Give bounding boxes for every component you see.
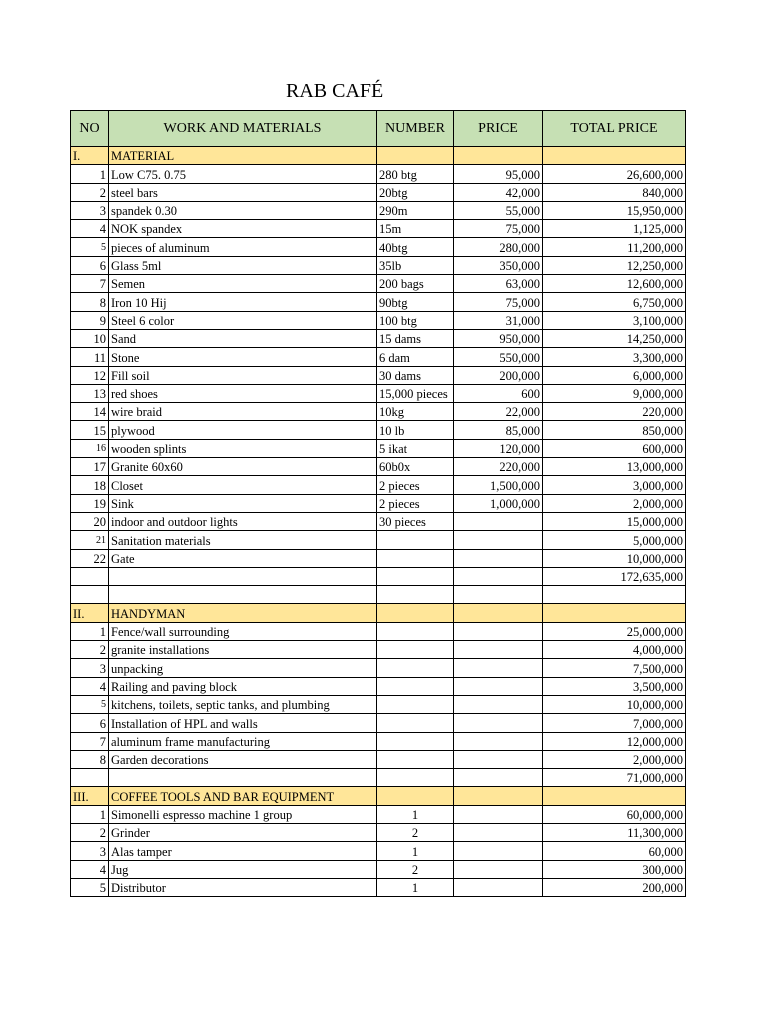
table-row <box>71 531 686 549</box>
unit-price: 95,000 <box>454 165 543 183</box>
empty-cell <box>377 787 454 805</box>
row-number: 3 <box>71 842 109 860</box>
row-number: 21 <box>71 531 109 549</box>
empty-cell <box>543 604 686 622</box>
empty-cell <box>377 586 454 604</box>
row-number: 16 <box>71 439 109 457</box>
header-no: NO <box>71 111 109 147</box>
row-number: 1 <box>71 805 109 823</box>
unit-price <box>454 549 543 567</box>
row-number: 7 <box>71 732 109 750</box>
table-row <box>71 860 686 878</box>
unit-price <box>454 732 543 750</box>
unit-price <box>454 860 543 878</box>
table-row <box>71 275 686 293</box>
row-number: 5 <box>71 238 109 256</box>
item-quantity: 1 <box>377 878 454 896</box>
total-price: 12,600,000 <box>543 275 686 293</box>
unit-price <box>454 823 543 841</box>
item-quantity: 60b0x <box>377 458 454 476</box>
table-row <box>71 695 686 713</box>
item-description: Garden decorations <box>109 750 377 768</box>
total-price: 13,000,000 <box>543 458 686 476</box>
empty-cell <box>377 769 454 787</box>
row-number: 8 <box>71 750 109 768</box>
table-row <box>71 659 686 677</box>
empty-cell <box>71 769 109 787</box>
item-description: Sink <box>109 494 377 512</box>
table-row <box>71 366 686 384</box>
section-title: COFFEE TOOLS AND BAR EQUIPMENT <box>109 787 377 805</box>
empty-cell <box>454 604 543 622</box>
item-quantity <box>377 714 454 732</box>
table-row <box>71 384 686 402</box>
item-description: aluminum frame manufacturing <box>109 732 377 750</box>
item-quantity: 1 <box>377 805 454 823</box>
row-number: 19 <box>71 494 109 512</box>
total-price: 3,500,000 <box>543 677 686 695</box>
table-row <box>71 293 686 311</box>
item-quantity <box>377 531 454 549</box>
total-price: 600,000 <box>543 439 686 457</box>
total-price: 26,600,000 <box>543 165 686 183</box>
table-row <box>71 329 686 347</box>
item-quantity: 2 <box>377 860 454 878</box>
total-price: 7,000,000 <box>543 714 686 732</box>
header-work-and-materials: WORK AND MATERIALS <box>109 111 377 147</box>
unit-price <box>454 641 543 659</box>
total-price: 5,000,000 <box>543 531 686 549</box>
table-row <box>71 348 686 366</box>
total-price: 12,000,000 <box>543 732 686 750</box>
empty-cell <box>377 147 454 165</box>
item-description: wooden splints <box>109 439 377 457</box>
total-price: 300,000 <box>543 860 686 878</box>
row-number: 11 <box>71 348 109 366</box>
section-title: MATERIAL <box>109 147 377 165</box>
unit-price <box>454 714 543 732</box>
row-number: 20 <box>71 512 109 530</box>
item-quantity: 1 <box>377 842 454 860</box>
row-number: 13 <box>71 384 109 402</box>
empty-cell <box>543 586 686 604</box>
unit-price: 55,000 <box>454 201 543 219</box>
unit-price <box>454 622 543 640</box>
empty-cell <box>543 787 686 805</box>
unit-price: 75,000 <box>454 220 543 238</box>
item-description: red shoes <box>109 384 377 402</box>
row-number: 7 <box>71 275 109 293</box>
total-price: 6,000,000 <box>543 366 686 384</box>
item-description: Installation of HPL and walls <box>109 714 377 732</box>
row-number: 15 <box>71 421 109 439</box>
table-row <box>71 750 686 768</box>
item-quantity <box>377 750 454 768</box>
item-quantity: 30 dams <box>377 366 454 384</box>
total-price: 10,000,000 <box>543 549 686 567</box>
total-price: 850,000 <box>543 421 686 439</box>
empty-cell <box>543 147 686 165</box>
unit-price: 75,000 <box>454 293 543 311</box>
row-number: 9 <box>71 311 109 329</box>
item-quantity: 2 pieces <box>377 476 454 494</box>
empty-cell <box>454 567 543 585</box>
section-subtotal: 71,000,000 <box>543 769 686 787</box>
item-description: Steel 6 color <box>109 311 377 329</box>
total-price: 3,300,000 <box>543 348 686 366</box>
unit-price <box>454 531 543 549</box>
item-description: indoor and outdoor lights <box>109 512 377 530</box>
item-description: Grinder <box>109 823 377 841</box>
section-header-row <box>71 147 686 165</box>
item-quantity: 100 btg <box>377 311 454 329</box>
item-description: kitchens, toilets, septic tanks, and plumbing <box>109 695 377 713</box>
item-quantity: 40btg <box>377 238 454 256</box>
item-quantity: 10kg <box>377 403 454 421</box>
row-number: 3 <box>71 659 109 677</box>
unit-price: 220,000 <box>454 458 543 476</box>
unit-price: 22,000 <box>454 403 543 421</box>
header-total-price: TOTAL PRICE <box>543 111 686 147</box>
total-price: 840,000 <box>543 183 686 201</box>
table-row <box>71 878 686 896</box>
total-price: 2,000,000 <box>543 750 686 768</box>
section-subtotal: 172,635,000 <box>543 567 686 585</box>
row-number: 4 <box>71 860 109 878</box>
item-quantity <box>377 641 454 659</box>
total-price: 25,000,000 <box>543 622 686 640</box>
item-quantity: 15m <box>377 220 454 238</box>
item-quantity: 35lb <box>377 256 454 274</box>
item-quantity <box>377 677 454 695</box>
empty-cell <box>109 586 377 604</box>
empty-cell <box>109 769 377 787</box>
total-price: 15,000,000 <box>543 512 686 530</box>
item-description: spandek 0.30 <box>109 201 377 219</box>
item-description: Distributor <box>109 878 377 896</box>
item-quantity: 6 dam <box>377 348 454 366</box>
item-quantity: 90btg <box>377 293 454 311</box>
item-quantity: 290m <box>377 201 454 219</box>
row-number: 18 <box>71 476 109 494</box>
row-number: 5 <box>71 695 109 713</box>
row-number: 2 <box>71 183 109 201</box>
total-price: 6,750,000 <box>543 293 686 311</box>
item-quantity: 15,000 pieces <box>377 384 454 402</box>
table-row <box>71 842 686 860</box>
item-description: NOK spandex <box>109 220 377 238</box>
total-price: 200,000 <box>543 878 686 896</box>
table-row <box>71 183 686 201</box>
unit-price <box>454 842 543 860</box>
unit-price <box>454 695 543 713</box>
empty-cell <box>454 147 543 165</box>
unit-price: 1,000,000 <box>454 494 543 512</box>
empty-cell <box>377 567 454 585</box>
row-number: 10 <box>71 329 109 347</box>
total-price: 1,125,000 <box>543 220 686 238</box>
table-row <box>71 403 686 421</box>
item-description: Semen <box>109 275 377 293</box>
empty-cell <box>71 567 109 585</box>
unit-price: 63,000 <box>454 275 543 293</box>
unit-price: 550,000 <box>454 348 543 366</box>
item-description: plywood <box>109 421 377 439</box>
table-row <box>71 714 686 732</box>
table-row <box>71 238 686 256</box>
row-number: 17 <box>71 458 109 476</box>
unit-price: 85,000 <box>454 421 543 439</box>
table-row <box>71 677 686 695</box>
table-row <box>71 165 686 183</box>
item-quantity: 5 ikat <box>377 439 454 457</box>
table-row <box>71 641 686 659</box>
empty-cell <box>454 787 543 805</box>
item-description: Fill soil <box>109 366 377 384</box>
item-description: Closet <box>109 476 377 494</box>
item-description: pieces of aluminum <box>109 238 377 256</box>
table-row <box>71 549 686 567</box>
total-price: 60,000,000 <box>543 805 686 823</box>
item-description: Railing and paving block <box>109 677 377 695</box>
row-number: 5 <box>71 878 109 896</box>
total-price: 3,000,000 <box>543 476 686 494</box>
table-row <box>71 512 686 530</box>
section-header-row <box>71 787 686 805</box>
unit-price: 31,000 <box>454 311 543 329</box>
empty-cell <box>454 586 543 604</box>
header-row <box>71 111 686 147</box>
row-number: 14 <box>71 403 109 421</box>
item-description: Simonelli espresso machine 1 group <box>109 805 377 823</box>
unit-price: 950,000 <box>454 329 543 347</box>
row-number: 22 <box>71 549 109 567</box>
table-row <box>71 622 686 640</box>
table-row <box>71 823 686 841</box>
total-price: 11,300,000 <box>543 823 686 841</box>
table-row <box>71 439 686 457</box>
item-description: granite installations <box>109 641 377 659</box>
section-number: I. <box>71 147 109 165</box>
table-row <box>71 476 686 494</box>
item-description: Low C75. 0.75 <box>109 165 377 183</box>
item-quantity: 20btg <box>377 183 454 201</box>
total-price: 12,250,000 <box>543 256 686 274</box>
row-number: 8 <box>71 293 109 311</box>
empty-cell <box>377 604 454 622</box>
item-description: Sand <box>109 329 377 347</box>
header-number: NUMBER <box>377 111 454 147</box>
unit-price: 280,000 <box>454 238 543 256</box>
section-title: HANDYMAN <box>109 604 377 622</box>
table-row <box>71 201 686 219</box>
table-row <box>71 421 686 439</box>
table-row <box>71 458 686 476</box>
row-number: 3 <box>71 201 109 219</box>
table-row <box>71 311 686 329</box>
empty-cell <box>454 769 543 787</box>
table-body <box>71 147 686 897</box>
item-description: Alas tamper <box>109 842 377 860</box>
unit-price <box>454 677 543 695</box>
item-quantity: 15 dams <box>377 329 454 347</box>
unit-price <box>454 659 543 677</box>
total-price: 14,250,000 <box>543 329 686 347</box>
row-number: 6 <box>71 714 109 732</box>
item-description: Sanitation materials <box>109 531 377 549</box>
document-title: RAB CAFÉ <box>286 80 384 102</box>
item-description: Granite 60x60 <box>109 458 377 476</box>
item-quantity: 2 pieces <box>377 494 454 512</box>
total-price: 220,000 <box>543 403 686 421</box>
item-quantity <box>377 549 454 567</box>
row-number: 4 <box>71 677 109 695</box>
table-row <box>71 220 686 238</box>
empty-cell <box>109 567 377 585</box>
subtotal-row <box>71 567 686 585</box>
table-row <box>71 494 686 512</box>
item-quantity: 30 pieces <box>377 512 454 530</box>
item-quantity: 10 lb <box>377 421 454 439</box>
table-row <box>71 732 686 750</box>
spacer-row <box>71 586 686 604</box>
unit-price: 120,000 <box>454 439 543 457</box>
total-price: 7,500,000 <box>543 659 686 677</box>
item-description: Glass 5ml <box>109 256 377 274</box>
unit-price <box>454 805 543 823</box>
row-number: 1 <box>71 622 109 640</box>
item-quantity: 200 bags <box>377 275 454 293</box>
total-price: 15,950,000 <box>543 201 686 219</box>
total-price: 3,100,000 <box>543 311 686 329</box>
item-quantity <box>377 622 454 640</box>
total-price: 4,000,000 <box>543 641 686 659</box>
total-price: 2,000,000 <box>543 494 686 512</box>
row-number: 4 <box>71 220 109 238</box>
item-description: Gate <box>109 549 377 567</box>
item-description: wire braid <box>109 403 377 421</box>
item-description: Jug <box>109 860 377 878</box>
unit-price <box>454 878 543 896</box>
row-number: 12 <box>71 366 109 384</box>
table-row <box>71 256 686 274</box>
item-quantity <box>377 659 454 677</box>
row-number: 1 <box>71 165 109 183</box>
total-price: 60,000 <box>543 842 686 860</box>
unit-price <box>454 750 543 768</box>
item-quantity <box>377 695 454 713</box>
row-number: 2 <box>71 823 109 841</box>
unit-price: 42,000 <box>454 183 543 201</box>
unit-price: 600 <box>454 384 543 402</box>
section-number: II. <box>71 604 109 622</box>
row-number: 2 <box>71 641 109 659</box>
table-row <box>71 805 686 823</box>
total-price: 11,200,000 <box>543 238 686 256</box>
header-price: PRICE <box>454 111 543 147</box>
unit-price <box>454 512 543 530</box>
item-description: Fence/wall surrounding <box>109 622 377 640</box>
item-description: unpacking <box>109 659 377 677</box>
row-number: 6 <box>71 256 109 274</box>
subtotal-row <box>71 769 686 787</box>
section-header-row <box>71 604 686 622</box>
item-description: steel bars <box>109 183 377 201</box>
section-number: III. <box>71 787 109 805</box>
total-price: 10,000,000 <box>543 695 686 713</box>
budget-table <box>70 110 686 897</box>
item-quantity: 280 btg <box>377 165 454 183</box>
total-price: 9,000,000 <box>543 384 686 402</box>
item-description: Iron 10 Hij <box>109 293 377 311</box>
empty-cell <box>71 586 109 604</box>
item-quantity: 2 <box>377 823 454 841</box>
item-quantity <box>377 732 454 750</box>
item-description: Stone <box>109 348 377 366</box>
unit-price: 1,500,000 <box>454 476 543 494</box>
unit-price: 200,000 <box>454 366 543 384</box>
unit-price: 350,000 <box>454 256 543 274</box>
